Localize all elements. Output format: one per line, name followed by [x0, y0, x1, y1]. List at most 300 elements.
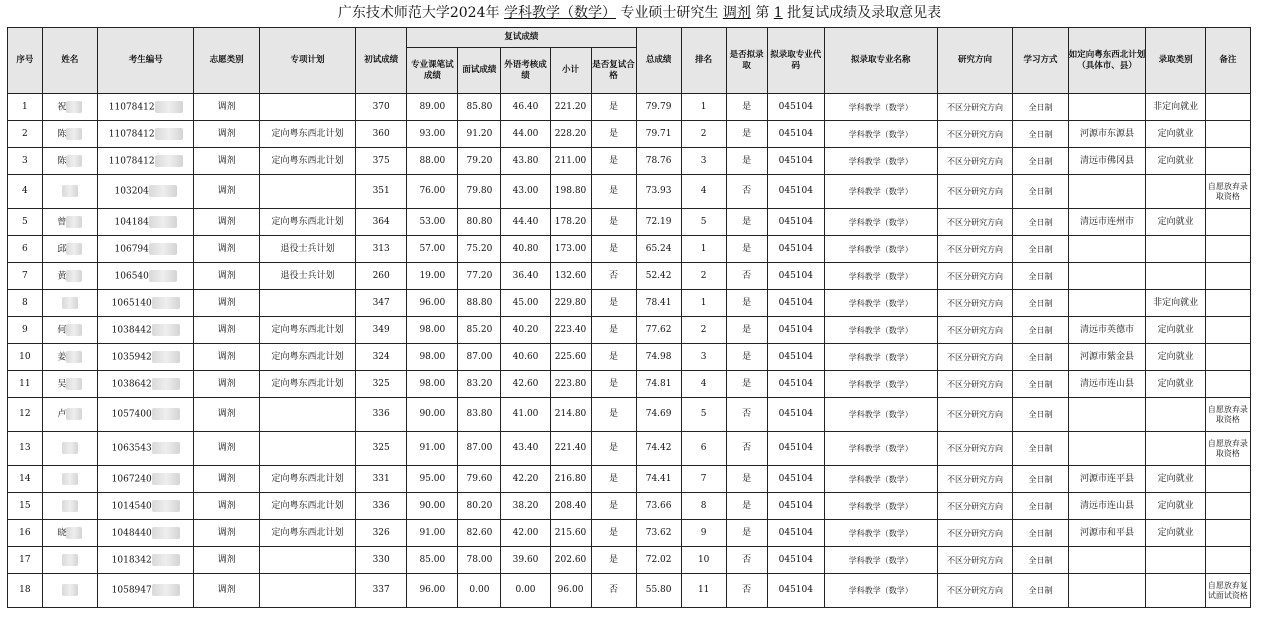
cell-exam-no: 1048440: [98, 520, 194, 547]
cell-major-name: 学科教学（数学）: [824, 432, 937, 466]
cell-interview: 79.80: [458, 175, 501, 209]
table-row: [8, 263, 1251, 290]
cell-retest-pass: 是: [591, 121, 636, 148]
cell-direction: 不区分研究方向: [937, 466, 1013, 493]
cell-retest-pass: 是: [591, 344, 636, 371]
cell-exam-no: 1038442: [98, 317, 194, 344]
cell-subtotal: 132.60: [550, 263, 591, 290]
header-seq: 序号: [8, 28, 43, 94]
cell-subtotal: 215.60: [550, 520, 591, 547]
cell-direction: 不区分研究方向: [937, 493, 1013, 520]
cell-category: 调剂: [194, 493, 260, 520]
cell-pro-written: 93.00: [407, 121, 458, 148]
cell-major-code: 045104: [767, 290, 824, 317]
cell-total: 55.80: [636, 574, 681, 608]
cell-intend-admit: 否: [726, 263, 767, 290]
cell-target-area: [1068, 175, 1146, 209]
redaction-mark: [155, 155, 183, 167]
cell-exam-no: 1018342: [98, 547, 194, 574]
table-row: [8, 547, 1251, 574]
cell-pro-written: 98.00: [407, 317, 458, 344]
redaction-mark: [66, 527, 82, 539]
table-row: [8, 94, 1251, 121]
cell-admit-type: 定向就业: [1146, 121, 1205, 148]
cell-name: 陈: [42, 148, 97, 175]
cell-study-mode: 全日制: [1013, 121, 1068, 148]
cell-subtotal: 228.20: [550, 121, 591, 148]
cell-exam-no: 1057400: [98, 398, 194, 432]
cell-subtotal: 221.20: [550, 94, 591, 121]
cell-pro-written: 96.00: [407, 574, 458, 608]
cell-category: 调剂: [194, 290, 260, 317]
cell-subtotal: 225.60: [550, 344, 591, 371]
cell-major-code: 045104: [767, 148, 824, 175]
cell-target-area: 河源市和平县: [1068, 520, 1146, 547]
title-suffix: 批复试成绩及录取意见表: [787, 5, 942, 21]
cell-remark: [1205, 520, 1250, 547]
redaction-mark: [152, 584, 180, 596]
header-remark: 备注: [1205, 28, 1250, 94]
header-interview: 面试成绩: [458, 48, 501, 94]
cell-target-area: 清远市佛冈县: [1068, 148, 1146, 175]
table-row: [8, 493, 1251, 520]
cell-special-plan: 定向粤东西北计划: [259, 493, 355, 520]
redaction-mark: [152, 554, 180, 566]
cell-pro-written: 53.00: [407, 209, 458, 236]
cell-name: 祝: [42, 94, 97, 121]
cell-listening: 41.00: [501, 398, 550, 432]
cell-study-mode: 全日制: [1013, 148, 1068, 175]
cell-listening: 43.00: [501, 175, 550, 209]
cell-admit-type: [1146, 263, 1205, 290]
table-row: [8, 574, 1251, 608]
cell-intend-admit: 是: [726, 290, 767, 317]
cell-seq: 13: [8, 432, 43, 466]
redaction-mark: [152, 473, 180, 485]
cell-target-area: [1068, 547, 1146, 574]
cell-interview: 78.00: [458, 547, 501, 574]
cell-listening: 40.60: [501, 344, 550, 371]
header-total: 总成绩: [636, 28, 681, 94]
cell-prelim: 337: [356, 574, 407, 608]
cell-major-name: 学科教学（数学）: [824, 493, 937, 520]
cell-name: 吴: [42, 371, 97, 398]
cell-name: 曾: [42, 209, 97, 236]
redaction-mark: [152, 408, 180, 420]
cell-retest-pass: 否: [591, 263, 636, 290]
cell-total: 65.24: [636, 236, 681, 263]
cell-prelim: 364: [356, 209, 407, 236]
cell-seq: 8: [8, 290, 43, 317]
cell-total: 74.42: [636, 432, 681, 466]
cell-special-plan: 退役士兵计划: [259, 236, 355, 263]
cell-intend-admit: 是: [726, 317, 767, 344]
cell-seq: 6: [8, 236, 43, 263]
redaction-mark: [62, 500, 78, 512]
cell-retest-pass: 是: [591, 236, 636, 263]
cell-target-area: [1068, 263, 1146, 290]
header-target-area: 如定向粤东西北计划（具体市、县）: [1068, 28, 1146, 94]
redaction-mark: [62, 297, 78, 309]
cell-intend-admit: 否: [726, 547, 767, 574]
cell-direction: 不区分研究方向: [937, 290, 1013, 317]
cell-category: 调剂: [194, 236, 260, 263]
cell-direction: 不区分研究方向: [937, 317, 1013, 344]
cell-study-mode: 全日制: [1013, 520, 1068, 547]
cell-listening: 42.20: [501, 466, 550, 493]
cell-major-code: 045104: [767, 175, 824, 209]
header-intend-admit: 是否拟录取: [726, 28, 767, 94]
redaction-mark: [66, 155, 82, 167]
cell-category: 调剂: [194, 263, 260, 290]
cell-seq: 4: [8, 175, 43, 209]
cell-admit-type: 非定向就业: [1146, 94, 1205, 121]
cell-name: 何: [42, 317, 97, 344]
cell-name: [42, 547, 97, 574]
table-row: [8, 175, 1251, 209]
cell-direction: 不区分研究方向: [937, 371, 1013, 398]
cell-seq: 18: [8, 574, 43, 608]
cell-rank: 10: [681, 547, 726, 574]
cell-pro-written: 98.00: [407, 344, 458, 371]
cell-study-mode: 全日制: [1013, 263, 1068, 290]
cell-rank: 1: [681, 290, 726, 317]
cell-total: 74.41: [636, 466, 681, 493]
cell-subtotal: 216.80: [550, 466, 591, 493]
title-prefix: 广东技术师范大学2024年: [337, 5, 500, 21]
redaction-mark: [152, 297, 180, 309]
cell-admit-type: [1146, 175, 1205, 209]
cell-major-name: 学科教学（数学）: [824, 398, 937, 432]
cell-exam-no: 11078412: [98, 94, 194, 121]
cell-total: 74.98: [636, 344, 681, 371]
cell-target-area: [1068, 94, 1146, 121]
cell-special-plan: [259, 574, 355, 608]
redaction-mark: [152, 527, 180, 539]
header-special-plan: 专项计划: [259, 28, 355, 94]
cell-category: 调剂: [194, 371, 260, 398]
redaction-mark: [66, 101, 82, 113]
redaction-mark: [62, 584, 78, 596]
cell-name: [42, 175, 97, 209]
cell-listening: 40.20: [501, 317, 550, 344]
cell-retest-pass: 是: [591, 94, 636, 121]
cell-subtotal: 208.40: [550, 493, 591, 520]
cell-remark: [1205, 371, 1250, 398]
cell-exam-no: 1058947: [98, 574, 194, 608]
cell-direction: 不区分研究方向: [937, 547, 1013, 574]
table-row: [8, 209, 1251, 236]
cell-retest-pass: 否: [591, 574, 636, 608]
redaction-mark: [152, 351, 180, 363]
cell-admit-type: [1146, 432, 1205, 466]
cell-intend-admit: 否: [726, 398, 767, 432]
cell-admit-type: 非定向就业: [1146, 290, 1205, 317]
cell-retest-pass: 是: [591, 493, 636, 520]
redaction-mark: [62, 185, 78, 197]
table-row: [8, 290, 1251, 317]
cell-major-name: 学科教学（数学）: [824, 317, 937, 344]
cell-intend-admit: 是: [726, 121, 767, 148]
cell-prelim: 325: [356, 432, 407, 466]
cell-remark: [1205, 547, 1250, 574]
cell-prelim: 324: [356, 344, 407, 371]
cell-pro-written: 90.00: [407, 493, 458, 520]
cell-pro-written: 76.00: [407, 175, 458, 209]
redaction-mark: [152, 378, 180, 390]
cell-interview: 80.20: [458, 493, 501, 520]
redaction-mark: [152, 324, 180, 336]
redaction-mark: [62, 442, 78, 454]
cell-direction: 不区分研究方向: [937, 148, 1013, 175]
cell-name: 陈: [42, 121, 97, 148]
cell-total: 73.62: [636, 520, 681, 547]
cell-interview: 77.20: [458, 263, 501, 290]
cell-prelim: 325: [356, 371, 407, 398]
cell-category: 调剂: [194, 432, 260, 466]
cell-special-plan: 定向粤东西北计划: [259, 121, 355, 148]
cell-rank: 5: [681, 209, 726, 236]
cell-study-mode: 全日制: [1013, 574, 1068, 608]
cell-prelim: 370: [356, 94, 407, 121]
cell-retest-pass: 是: [591, 290, 636, 317]
cell-major-name: 学科教学（数学）: [824, 344, 937, 371]
redaction-mark: [66, 408, 82, 420]
cell-major-code: 045104: [767, 236, 824, 263]
cell-exam-no: 103204: [98, 175, 194, 209]
cell-direction: 不区分研究方向: [937, 175, 1013, 209]
cell-total: 72.02: [636, 547, 681, 574]
cell-major-name: 学科教学（数学）: [824, 121, 937, 148]
cell-category: 调剂: [194, 121, 260, 148]
cell-pro-written: 95.00: [407, 466, 458, 493]
cell-study-mode: 全日制: [1013, 547, 1068, 574]
cell-major-name: 学科教学（数学）: [824, 520, 937, 547]
cell-exam-no: 104184: [98, 209, 194, 236]
redaction-mark: [149, 243, 177, 255]
cell-listening: 44.40: [501, 209, 550, 236]
cell-special-plan: 退役士兵计划: [259, 263, 355, 290]
cell-remark: [1205, 466, 1250, 493]
cell-exam-no: 1063543: [98, 432, 194, 466]
cell-retest-pass: 是: [591, 175, 636, 209]
cell-special-plan: [259, 290, 355, 317]
cell-rank: 4: [681, 175, 726, 209]
cell-prelim: 349: [356, 317, 407, 344]
cell-target-area: 清远市连山县: [1068, 493, 1146, 520]
cell-seq: 14: [8, 466, 43, 493]
cell-study-mode: 全日制: [1013, 432, 1068, 466]
cell-pro-written: 88.00: [407, 148, 458, 175]
cell-retest-pass: 是: [591, 148, 636, 175]
cell-subtotal: 223.40: [550, 317, 591, 344]
cell-seq: 17: [8, 547, 43, 574]
cell-retest-pass: 是: [591, 520, 636, 547]
cell-special-plan: [259, 175, 355, 209]
cell-interview: 85.80: [458, 94, 501, 121]
cell-target-area: [1068, 432, 1146, 466]
cell-special-plan: 定向粤东西北计划: [259, 344, 355, 371]
cell-pro-written: 90.00: [407, 398, 458, 432]
cell-rank: 2: [681, 263, 726, 290]
cell-special-plan: 定向粤东西北计划: [259, 520, 355, 547]
cell-admit-type: 定向就业: [1146, 371, 1205, 398]
table-row: [8, 520, 1251, 547]
cell-rank: 6: [681, 432, 726, 466]
cell-direction: 不区分研究方向: [937, 520, 1013, 547]
cell-direction: 不区分研究方向: [937, 121, 1013, 148]
cell-remark: 自愿放弃录取资格: [1205, 398, 1250, 432]
cell-major-code: 045104: [767, 547, 824, 574]
cell-listening: 46.40: [501, 94, 550, 121]
cell-prelim: 347: [356, 290, 407, 317]
cell-name: 黄: [42, 263, 97, 290]
header-direction: 研究方向: [937, 28, 1013, 94]
cell-admit-type: 定向就业: [1146, 209, 1205, 236]
cell-total: 78.76: [636, 148, 681, 175]
cell-direction: 不区分研究方向: [937, 398, 1013, 432]
cell-major-code: 045104: [767, 94, 824, 121]
cell-intend-admit: 是: [726, 148, 767, 175]
redaction-mark: [66, 128, 82, 140]
cell-rank: 3: [681, 148, 726, 175]
cell-interview: 83.20: [458, 371, 501, 398]
results-table: [7, 27, 1251, 608]
cell-special-plan: 定向粤东西北计划: [259, 148, 355, 175]
cell-name: 晓: [42, 520, 97, 547]
cell-retest-pass: 是: [591, 398, 636, 432]
cell-name: [42, 466, 97, 493]
cell-rank: 2: [681, 121, 726, 148]
cell-total: 74.81: [636, 371, 681, 398]
cell-remark: 自愿放弃录取资格: [1205, 175, 1250, 209]
redaction-mark: [66, 351, 82, 363]
title-batch-prefix: 第: [755, 5, 770, 21]
redaction-mark: [62, 473, 78, 485]
cell-category: 调剂: [194, 398, 260, 432]
header-rank: 排名: [681, 28, 726, 94]
cell-listening: 43.40: [501, 432, 550, 466]
cell-major-name: 学科教学（数学）: [824, 209, 937, 236]
cell-intend-admit: 是: [726, 371, 767, 398]
cell-study-mode: 全日制: [1013, 175, 1068, 209]
cell-seq: 11: [8, 371, 43, 398]
cell-total: 73.66: [636, 493, 681, 520]
cell-category: 调剂: [194, 547, 260, 574]
cell-seq: 9: [8, 317, 43, 344]
cell-name: [42, 574, 97, 608]
cell-total: 77.62: [636, 317, 681, 344]
cell-name: [42, 290, 97, 317]
cell-remark: [1205, 236, 1250, 263]
cell-admit-type: [1146, 236, 1205, 263]
cell-listening: 36.40: [501, 263, 550, 290]
cell-interview: 91.20: [458, 121, 501, 148]
cell-seq: 15: [8, 493, 43, 520]
cell-listening: 39.60: [501, 547, 550, 574]
cell-interview: 82.60: [458, 520, 501, 547]
cell-special-plan: [259, 432, 355, 466]
cell-admit-type: [1146, 398, 1205, 432]
cell-subtotal: 221.40: [550, 432, 591, 466]
cell-seq: 12: [8, 398, 43, 432]
cell-direction: 不区分研究方向: [937, 236, 1013, 263]
cell-intend-admit: 否: [726, 574, 767, 608]
cell-pro-written: 19.00: [407, 263, 458, 290]
cell-intend-admit: 否: [726, 432, 767, 466]
cell-prelim: 336: [356, 493, 407, 520]
cell-name: [42, 432, 97, 466]
cell-rank: 8: [681, 493, 726, 520]
cell-target-area: [1068, 290, 1146, 317]
cell-subtotal: 223.80: [550, 371, 591, 398]
cell-major-code: 045104: [767, 493, 824, 520]
cell-rank: 9: [681, 520, 726, 547]
title-subject: 学科教学（数学）: [503, 5, 616, 21]
cell-remark: [1205, 317, 1250, 344]
redaction-mark: [152, 442, 180, 454]
redaction-mark: [149, 216, 177, 228]
cell-special-plan: [259, 94, 355, 121]
cell-prelim: 375: [356, 148, 407, 175]
cell-admit-type: 定向就业: [1146, 520, 1205, 547]
cell-subtotal: 211.00: [550, 148, 591, 175]
cell-direction: 不区分研究方向: [937, 344, 1013, 371]
redaction-mark: [149, 270, 177, 282]
cell-interview: 80.80: [458, 209, 501, 236]
cell-category: 调剂: [194, 148, 260, 175]
cell-subtotal: 214.80: [550, 398, 591, 432]
cell-prelim: 313: [356, 236, 407, 263]
cell-subtotal: 178.20: [550, 209, 591, 236]
cell-admit-type: [1146, 547, 1205, 574]
cell-direction: 不区分研究方向: [937, 263, 1013, 290]
cell-pro-written: 91.00: [407, 432, 458, 466]
cell-total: 74.69: [636, 398, 681, 432]
cell-remark: [1205, 290, 1250, 317]
cell-pro-written: 91.00: [407, 520, 458, 547]
cell-seq: 2: [8, 121, 43, 148]
table-header: [8, 28, 1251, 94]
cell-admit-type: 定向就业: [1146, 493, 1205, 520]
cell-rank: 1: [681, 236, 726, 263]
cell-major-name: 学科教学（数学）: [824, 371, 937, 398]
header-retest-pass: 是否复试合格: [591, 48, 636, 94]
cell-intend-admit: 是: [726, 236, 767, 263]
header-study-mode: 学习方式: [1013, 28, 1068, 94]
table-row: [8, 344, 1251, 371]
cell-major-code: 045104: [767, 209, 824, 236]
cell-major-name: 学科教学（数学）: [824, 236, 937, 263]
cell-study-mode: 全日制: [1013, 493, 1068, 520]
cell-target-area: [1068, 398, 1146, 432]
cell-special-plan: 定向粤东西北计划: [259, 317, 355, 344]
table-row: [8, 121, 1251, 148]
cell-target-area: 河源市紫金县: [1068, 344, 1146, 371]
cell-total: 79.79: [636, 94, 681, 121]
cell-listening: 45.00: [501, 290, 550, 317]
cell-retest-pass: 是: [591, 432, 636, 466]
redaction-mark: [66, 324, 82, 336]
cell-study-mode: 全日制: [1013, 466, 1068, 493]
table-row: [8, 398, 1251, 432]
cell-remark: [1205, 493, 1250, 520]
cell-pro-written: 57.00: [407, 236, 458, 263]
table-row: [8, 466, 1251, 493]
cell-interview: 75.20: [458, 236, 501, 263]
cell-total: 73.93: [636, 175, 681, 209]
redaction-mark: [149, 185, 177, 197]
